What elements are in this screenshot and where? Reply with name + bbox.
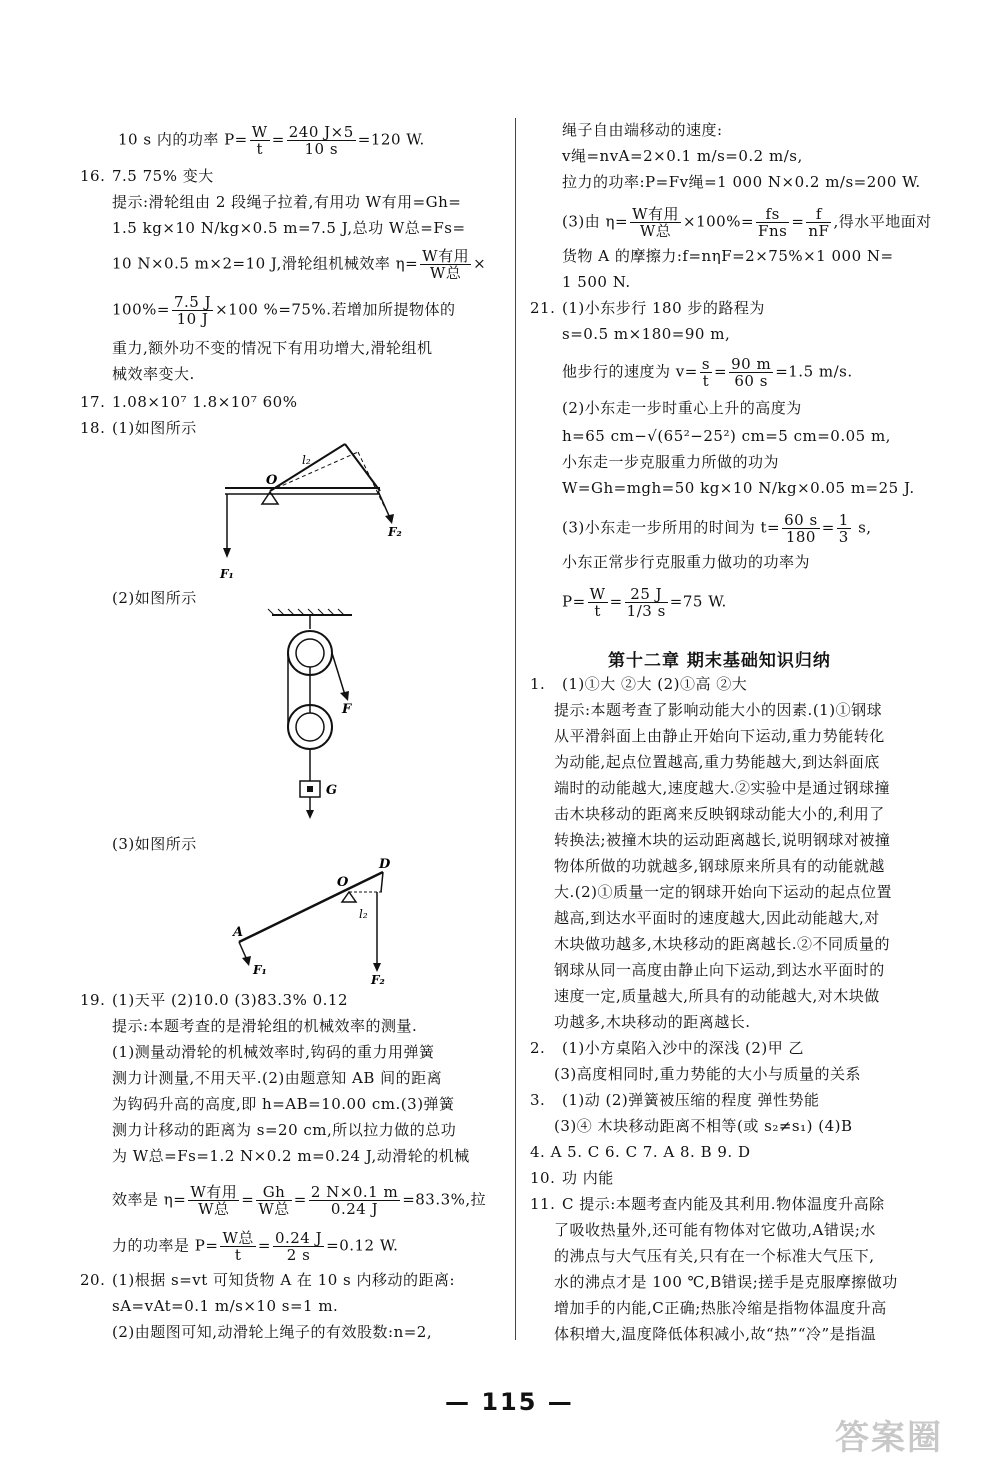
column-divider [515,118,516,1340]
q19-answer [80,990,348,1010]
answer-text: (1)动 (2)弹簧被压缩的程度 弹性势能 [562,1091,820,1109]
answer-line: (2)小东走一步时重心上升的高度为 [562,399,802,417]
numerator: W [251,123,268,141]
fraction [287,124,356,157]
text: = [609,592,623,611]
text: 100%= [112,300,170,319]
label-a: A [233,925,244,940]
movable-pulley-inner [296,713,324,741]
fraction [630,206,681,239]
weight-center [307,786,313,792]
c1-answer [530,674,747,694]
numerator: 7.5 J [173,293,212,311]
answer-line: v绳=nvA=2×0.1 m/s=0.2 m/s, [562,147,803,165]
lever-figure-1 [210,440,420,590]
arrowhead-icon [306,810,314,819]
moment-arm-line [270,452,358,491]
text: (3)小东走一步所用的时间为 t= [562,518,781,537]
fraction [188,1184,239,1217]
hint-line: 端时的动能越大,速度越大.②实验中是通过钢球撞 [554,779,891,797]
label-l2: l₂ [359,907,368,921]
answer-line: 绳子自由端移动的速度: [562,121,723,139]
label-o: O [266,473,278,488]
answer-line: h=65 cm−√(65²−25²) cm=5 cm=0.05 m, [562,427,891,445]
denominator: 10 s [304,140,339,158]
denominator: 10 J [176,310,209,328]
fraction [309,1184,400,1217]
numerator: 1 [838,511,849,529]
hint-line: 重力,额外功不变的情况下有用功增大,滑轮组机 [112,339,433,357]
question-number: 19. [80,991,106,1009]
denominator: t [594,602,601,620]
hint-line: 体积增大,温度降低体积减小,故“热”“冷”是指温 [554,1325,877,1343]
c11-answer [530,1194,885,1214]
watermark-logo [835,1410,943,1459]
hint-line: 为钩码升高的高度,即 h=AB=10.00 cm.(3)弹簧 [112,1095,455,1113]
answer-text: (1)小东步行 180 步的路程为 [562,299,765,317]
text: =1.5 m/s. [775,362,853,381]
fraction [273,1230,324,1263]
answer-text: (1)根据 s=vt 可知货物 A 在 10 s 内移动的距离: [112,1271,456,1289]
hint-line [80,248,486,281]
text: (3)由 η= [562,212,629,231]
fraction [250,124,270,157]
denominator: W总 [429,264,462,282]
q18-part3: (3)如图所示 [112,835,197,853]
text: P= [562,592,586,611]
text: = [293,1190,307,1209]
arrowhead-icon [385,514,394,524]
text: = [714,362,728,381]
power-line [118,124,425,157]
hint-line: 为动能,起点位置越高,重力势能越大,到达斜面底 [554,753,880,771]
answer-line: 小东走一步克服重力所做的功为 [562,453,780,471]
text: s, [852,518,872,537]
denominator: 180 [785,528,816,546]
text: ×100%= [683,212,755,231]
answer-line: W=Gh=mgh=50 kg×10 N/kg×0.05 m=25 J. [562,479,915,497]
denominator: W总 [198,1200,230,1218]
denominator: t [702,372,710,390]
question-number: 17. [80,393,106,411]
text: 他步行的速度为 v= [562,362,698,381]
answer-text: (1)天平 (2)10.0 (3)83.3% 0.12 [112,991,348,1009]
question-number: 11. [530,1195,556,1213]
denominator: Fns [758,222,788,240]
label-l2: l₂ [302,453,311,467]
lever-arm [270,444,345,491]
answer-line: (3)高度相同时,重力势能的大小与质量的关系 [554,1065,862,1083]
denominator: 2 s [286,1246,311,1264]
q20-part1 [80,1270,455,1290]
hint-line: 测力计测量,不用天平.(2)由题意知 AB 间的距离 [112,1069,443,1087]
hint-line: 提示:滑轮组由 2 段绳子拉着,有用功 W有用=Gh= [112,193,462,211]
force-extension-line [358,452,385,508]
rope-free-end [332,653,345,695]
q16-answer [80,166,214,186]
label-d: D [379,857,391,872]
answer-line: sA=vAt=0.1 m/s×10 s=1 m. [112,1297,339,1315]
question-number: 1. [530,675,546,693]
text: =120 W. [357,130,425,149]
numerator: W有用 [632,205,679,223]
numerator: fs [756,206,789,223]
fraction [625,586,668,619]
fixed-pulley-inner [296,639,324,667]
text: ,得水平地面对 [833,212,932,231]
question-number: 20. [80,1271,106,1289]
answer-text: (1)①大 ②大 (2)①高 ②大 [562,675,748,693]
denominator: nF [808,222,830,240]
hint-line: 功越多,木块移动的距离越长. [554,1013,751,1031]
text: = [271,130,285,149]
hint-line [80,294,456,327]
hint-line: 增加手的内能,C正确;热胀冷缩是指物体温度升高 [554,1299,887,1317]
chapter-heading: 第十二章 期末基础知识归纳 [608,651,831,671]
c4-9-answers: 4. A 5. C 6. C 7. A 8. B 9. D [530,1143,751,1161]
label-f2: F₂ [388,525,402,539]
numerator: s [701,355,711,373]
numerator: W有用 [190,1183,238,1201]
fraction [420,248,471,281]
question-number: 3. [530,1091,546,1109]
answer-line [562,586,727,619]
fraction [756,206,789,239]
answer-line: 货物 A 的摩擦力:f=nηF=2×75%×1 000 N= [562,247,894,265]
text: = [791,212,805,231]
answer-text: 1.08×10⁷ 1.8×10⁷ 60% [112,393,298,411]
answer-text: C 提示:本题考查内能及其利用.物体温度升高除 [562,1195,885,1213]
question-number: 21. [530,299,556,317]
q21-part1 [530,298,765,318]
hint-line: 物体所做的功就越多,钢球原来所具有的动能就越 [554,857,885,875]
numerator: 25 J [625,586,668,603]
denominator: t [256,140,263,158]
arrowhead-icon [340,691,349,701]
numerator: W [589,585,606,603]
answer-text: 7.5 75% 变大 [112,167,214,185]
answer-line: 拉力的功率:P=Fv绳=1 000 N×0.2 m/s=200 W. [562,173,921,191]
page-number: — 115 — [445,1388,574,1416]
hint-line: 的沸点与大气压有关,只有在一个标准大气压下, [554,1247,875,1265]
c10-answer [530,1168,614,1188]
q17-answer [80,392,297,412]
answer-line: 1 500 N. [562,273,631,291]
hint-line: 从平滑斜面上由静止开始向下运动,重力势能转化 [554,727,885,745]
text: =0.12 W. [326,1236,399,1255]
q18-part2: (2)如图所示 [112,589,197,607]
hint-line: (1)测量动滑轮的机械效率时,钩码的重力用弹簧 [112,1043,435,1061]
denominator: 1/3 s [626,602,666,620]
denominator: 3 [838,528,849,546]
text: 10 s 内的功率 P= [118,130,248,149]
answer-text: (1)小方桌陷入沙中的深浅 (2)甲 乙 [562,1039,805,1057]
label-g: G [326,783,338,798]
fulcrum-icon [342,892,356,902]
text: 效率是 η= [112,1190,187,1209]
denominator: 60 s [734,372,768,390]
numerator: W总 [222,1229,254,1247]
hint-line: 提示:本题考查的是滑轮组的机械效率的测量. [112,1017,418,1035]
arrowhead-icon [223,548,231,558]
force-f2-arrow [378,491,390,518]
numerator: W有用 [422,247,470,265]
text: =75 W. [669,592,727,611]
denominator: 0.24 J [330,1200,379,1218]
numerator: Gh [256,1184,291,1201]
text: = [821,518,835,537]
answer-line: (2)由题图可知,动滑轮上绳子的有效股数:n=2, [112,1323,433,1341]
hint-line: 了吸收热量外,还可能有物体对它做功,A错误;水 [554,1221,876,1239]
label-f: F [342,702,352,717]
hint-line: 木块做功越多,木块移动的距离越长.②不同质量的 [554,935,891,953]
answer-text: 功 内能 [562,1169,614,1187]
arrowhead-icon [242,956,251,966]
hint-line: 测力计移动的距离为 s=20 cm,所以拉力做的总功 [112,1121,457,1139]
text: × [473,254,487,273]
numerator: f [806,206,831,223]
fraction [172,294,213,327]
answer-line: 小东正常步行克服重力做功的功率为 [562,553,811,571]
text: = [257,1236,271,1255]
arrowhead-icon [373,963,381,972]
fraction [220,1230,255,1263]
c3-answer [530,1090,820,1110]
numerator: 90 m [731,355,772,373]
denominator: W总 [639,222,672,240]
numerator: 60 s [784,511,818,529]
text: 10 N×0.5 m×2=10 J,滑轮组机械效率 η= [112,254,419,273]
label-o: O [337,875,349,890]
label-f2: F₂ [371,973,385,987]
answer-text: (1)如图所示 [112,419,197,437]
hint-line [80,1230,398,1263]
text: ×100 %=75%.若增加所提物体的 [215,300,456,319]
hint-line: 1.5 kg×10 N/kg×0.5 m=7.5 J,总功 W总=Fs= [112,219,466,237]
hint-line: 为 W总=Fs=1.2 N×0.2 m=0.24 J,动滑轮的机械 [112,1147,470,1165]
numerator: 0.24 J [274,1229,323,1247]
c2-answer [530,1038,804,1058]
lever-arm [381,872,383,892]
fraction [588,586,608,619]
question-number: 2. [530,1039,546,1057]
hint-line: 越高,到达水平面时的速度越大,因此动能越大,对 [554,909,880,927]
lever-figure-3 [225,852,405,987]
answer-line [562,206,932,239]
answer-line: (3)④ 木块移动距离不相等(或 s₂≠s₁) (4)B [554,1117,853,1135]
text: = [241,1190,255,1209]
answer-line [562,356,853,389]
watermark-text: 答案圈 [835,1418,943,1458]
hint-line: 械效率变大. [112,365,195,383]
label-f1: F₁ [220,567,234,581]
question-number: 10. [530,1169,556,1187]
numerator: 240 J×5 [288,123,354,141]
fraction [782,512,820,545]
hint-line: 提示:本题考查了影响动能大小的因素.(1)①钢球 [554,701,883,719]
q18-part1 [80,418,197,438]
numerator: 2 N×0.1 m [310,1183,399,1201]
answer-line [562,512,872,545]
fraction [256,1184,291,1217]
hint-line: 转换法;被撞木块的运动距离越长,说明钢球对被撞 [554,831,891,849]
hint-line [80,1184,486,1217]
denominator: W总 [258,1200,290,1218]
answer-line: s=0.5 m×180=90 m, [562,325,731,343]
label-f1: F₁ [253,963,267,977]
fraction [729,356,773,389]
fraction [837,512,851,545]
fraction [700,356,712,389]
text: 力的功率是 P= [112,1236,219,1255]
hint-line: 大.(2)①质量一定的钢球开始向下运动的起点位置 [554,883,893,901]
lever-arm [345,444,380,491]
question-number: 16. [80,167,106,185]
hint-line: 钢球从同一高度由静止向下运动,到达水平面时的 [554,961,885,979]
text: =83.3%,拉 [402,1190,487,1209]
fraction [806,206,831,239]
denominator: t [234,1246,242,1264]
hint-line: 水的沸点才是 100 ℃,B错误;搓手是克服摩擦做功 [554,1273,898,1291]
question-number: 18. [80,419,106,437]
pulley-figure [260,605,370,825]
hint-line: 速度一定,质量越大,所具有的动能越大,对木块做 [554,987,880,1005]
hint-line: 击木块移动的距离来反映钢球动能大小的,利用了 [554,805,885,823]
